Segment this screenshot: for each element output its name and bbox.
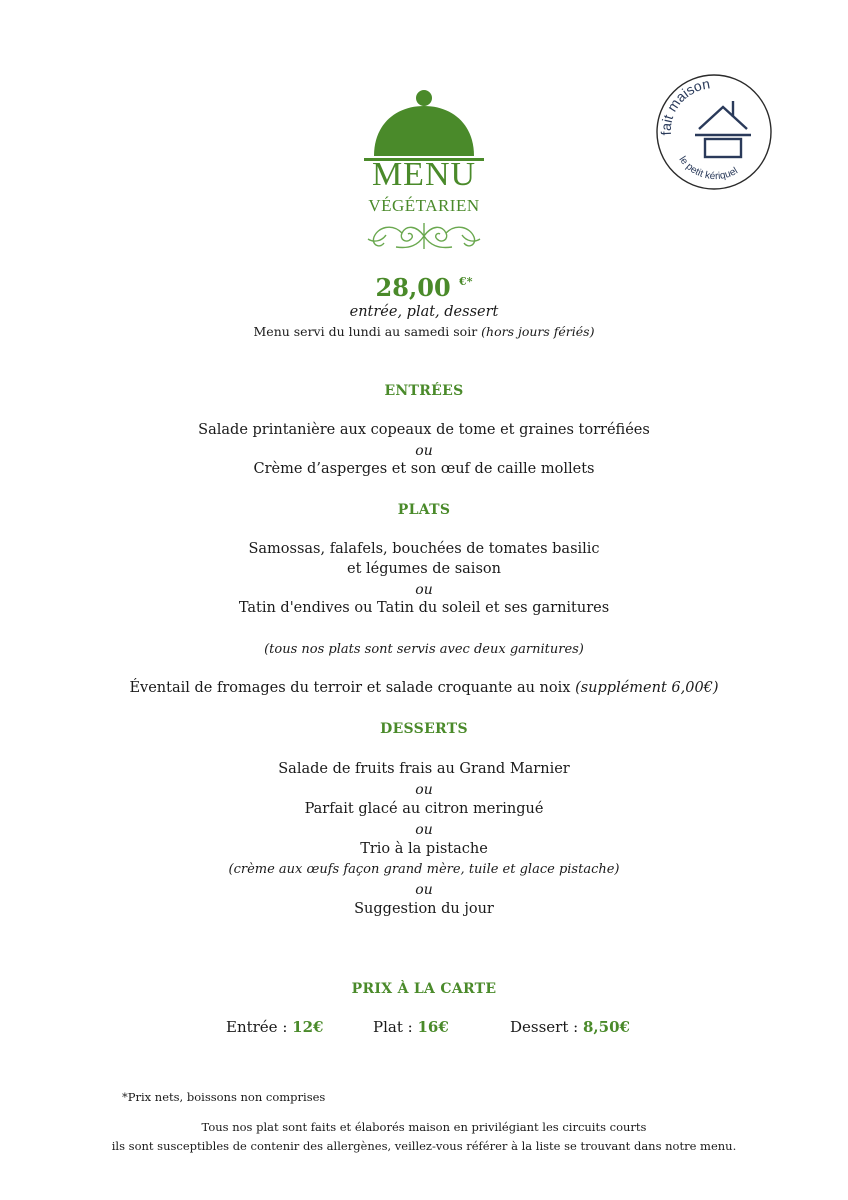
or-separator: ou [415,582,433,598]
plat-item-1-line-2: et légumes de saison [347,561,501,577]
or-separator: ou [415,822,433,838]
dessert-item-4: Suggestion du jour [354,901,494,917]
carte-entree: Entrée : 12€ [226,1018,324,1036]
plat-item-2: Tatin d'endives ou Tatin du soleil et ses garnitures [238,600,610,616]
badge-bottom-text: le petit kériquel [676,154,740,183]
menu-title: MENU [371,156,477,193]
or-separator: ou [415,443,433,459]
entree-item-2: Crème d’asperges et son œuf de caille mollets [253,461,595,477]
badge-top-text: fait maison [657,75,712,136]
dessert-item-3-note: (crème aux œufs façon grand mère, tuile et glace pistache) [228,862,620,877]
footer-line-2: ils sont susceptibles de contenir des allergènes, veillez-vous référer à la liste se trouvant dans notre menu. [111,1139,737,1153]
menu-courses: entrée, plat, dessert [349,304,499,320]
footer-line-1: Tous nos plat sont faits et élaborés maison en privilégiant les circuits courts [201,1120,647,1134]
carte-plat: Plat : 16€ [373,1018,449,1036]
section-title-desserts: DESSERTS [380,721,468,737]
dessert-item-2: Parfait glacé au citron meringué [304,801,544,817]
plat-item-1-line-1: Samossas, falafels, bouchées de tomates basilic [248,541,600,557]
section-title-entrees: ENTRÉES [384,383,464,399]
or-separator: ou [415,882,433,898]
menu-subtitle: VÉGÉTARIEN [368,196,480,215]
entree-item-1: Salade printanière aux copeaux de tome et graines torréfiées [198,422,650,438]
ornament-flourish-icon [366,219,482,253]
prix-nets-note: *Prix nets, boissons non comprises [122,1090,326,1104]
section-title-carte: PRIX À LA CARTE [351,981,497,997]
section-title-plats: PLATS [397,502,451,518]
plats-note: (tous nos plats sont servis avec deux garnitures) [264,642,584,657]
carte-dessert: Dessert : 8,50€ [510,1018,630,1036]
or-separator: ou [415,782,433,798]
cloche-icon [362,86,486,166]
dessert-item-3: Trio à la pistache [360,841,488,857]
menu-price: 28,00 €* [375,273,473,302]
dessert-item-1: Salade de fruits frais au Grand Marnier [278,761,570,777]
cheese-item: Éventail de fromages du terroir et salade croquante au noix (supplément 6,00€) [129,680,719,696]
fait-maison-badge-icon [655,73,773,191]
service-hours: Menu servi du lundi au samedi soir (hors jours fériés) [253,324,595,339]
